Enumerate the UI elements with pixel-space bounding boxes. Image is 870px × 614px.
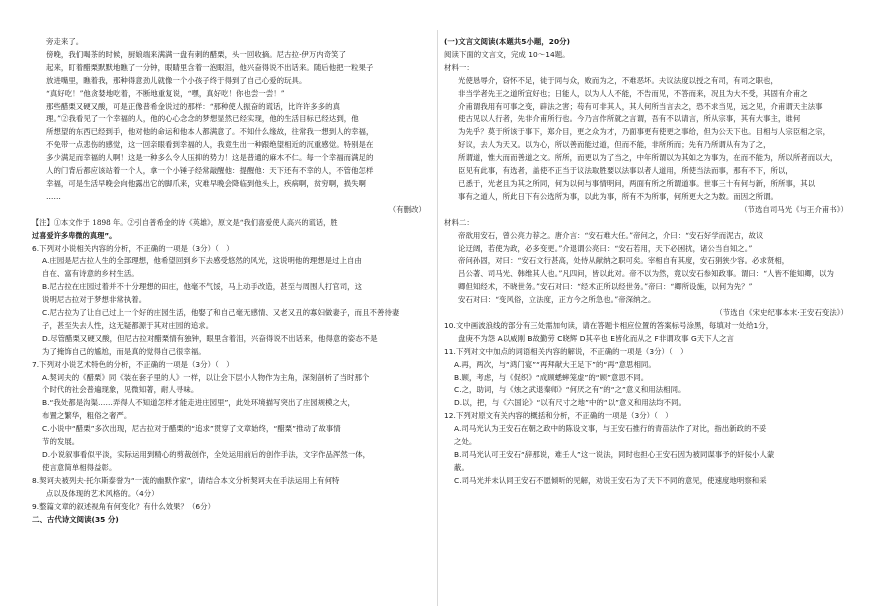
column-divider	[437, 30, 438, 606]
option-line: B.司马光认可王安石“辞那说，难壬人”这一说法，同时也担心王安石因为被同谋事予的奸佞小人蒙	[454, 450, 775, 459]
question-7-options	[32, 372, 432, 475]
question-8-line: 8.契诃夫被列夫·托尔斯泰誉为“一流的幽默作家”，请结合本文分析契诃夫在手法运用上有何特	[32, 475, 340, 485]
source-citation: （节选自司马光《与王介甫书》）	[740, 204, 848, 214]
option-line: B.尼古拉在庄园过着并不十分理想的田庄，他毫不气馁，马上动手改造，甚至与周围人打官司，这	[42, 282, 363, 292]
story-line: ……	[46, 191, 61, 201]
passage-line: 论迂阔，若使为政，必多变更。”介退谓公亮曰：“安石若用，天下必困扰，诸公当自知之。”	[458, 243, 753, 253]
option-line: A.再，两次，与“鸿门宴”“再拜献大王足下”的“再”意思相同。	[454, 359, 656, 369]
source-citation: （节选自《宋史纪事本末·王安石变法》）	[715, 308, 848, 318]
option-line: D.以，把，与《六国论》“以有尺寸之地”中的“以”意义和用法均不同。	[454, 398, 686, 408]
note-line: 过喜爱许多卑微的真理”。	[32, 230, 117, 240]
question-6-stem: 6.下列对小说相关内容的分析，不正确的一项是（3分）（ ）	[32, 243, 234, 253]
passage-line: 为先乎？莫于所该于事下，郑介目，更之众为才，乃面事更有使更之事给，但为公天下也。目相与人宗臣相之宗，	[458, 127, 831, 137]
option-line: 蔽。	[454, 462, 469, 472]
option-line: A.契诃夫的《醋栗》同《装在套子里的人》一样，以让会下层小人物作为主角，深刻剖析了当时那个	[42, 372, 370, 382]
question-7-stem: 7.下列对小说艺术特色的分析，不正确的一项是（3分）（ ）	[32, 359, 234, 369]
passage-line: 光使恳辱介，窃怀不足，徒于同与众，败而为之，不难恶坏。夫议法度以授之有司，有司之职也，	[458, 75, 778, 85]
passage-line: 卿但知经术，不晓世务。”安石对曰：“经术正所以经世务。”帝曰：“卿所设施，以何为先？”	[458, 282, 753, 292]
question-11-options	[444, 359, 854, 411]
passage-line: 好议，去人为天又。以为心，所以善而能过道，但而不能，非所所而；先有乃所谓从有为了之，	[458, 140, 771, 150]
story-line: 那些醋栗又硬又酸，可是正像普希金说过的那样：“那种使人振奋的谎话，比许许多多的真	[46, 101, 341, 111]
question-12-options	[444, 423, 854, 488]
option-line: C.之，助词，与《烛之武退秦师》“何厌之有”的“之”意义和用法相同。	[454, 385, 686, 395]
option-line: 个时代的社会普遍现象，见微知著，耐人寻味。	[42, 385, 199, 395]
story-line: 人的门背后都应该站着一个人，拿一个小锤子经常敲醒他：提醒他：天下还有不幸的人，不管他怎样	[46, 166, 374, 176]
option-line: 之处。	[454, 437, 477, 447]
option-line: 布置之繁华，粗俗之奢严。	[42, 411, 132, 421]
passage-line: 非当学者先王之道所宜好也；日能人，以为人人不能，不告而见，不答而来，况且为大不受，其固有介甫之	[458, 88, 808, 98]
story-line: 不免带一点悲伤的感觉，这一回亲眼看到幸福的人，我竟生出一种跟绝望相近的沉重感觉。特别是在	[46, 140, 374, 150]
question-10-line: 10.文中画波浪线的部分有三处需加句读，请在答题卡相应位置的答案标号涂黑，每填对一处给1分，	[444, 320, 774, 330]
option-line: 使言意简单相得益彰。	[42, 462, 117, 472]
passage-line: 吕公著、司马光、韩维其人也。”凡四问，皆以此对。帝不以为然，竟以安石参知政事。谓曰：“人皆不能知卿，以为	[458, 269, 834, 279]
passage-line: 帝问孙固，对曰：“安石文行甚高，处侍从献纳之职可矣。宰相自有其度，安石狷狭少容。必求贤相，	[458, 256, 790, 266]
passage-line: 臣见有此事，有选者，盖使不正当于议法取胜要以法事以者人道用，所使当法而事，那有不下，所以，	[458, 166, 793, 176]
note-line: 【注】①本文作于 1898 年。②引自普希金的诗《英雄》，原文是“我们喜爱使人高兴的谎话，胜	[32, 217, 338, 227]
passage-line: 使古见以人行者，先非介甫所行也。今乃言作所就之言谓，吾有不以请言，所从宗事，其有大事主，谁何	[458, 114, 801, 124]
question-8-line: 点以及体现的艺术风格的。（4分）	[46, 488, 159, 498]
story-line: 放进嘴里，瞧着我，那种得意劲儿就像一个小孩子终于得到了自己心爱的玩具。	[46, 75, 307, 85]
question-9: 9.整篇文章的叙述视角有何变化？有什么效果？（6分）	[32, 501, 216, 511]
story-excerpt	[32, 36, 432, 204]
instruction: 阅读下面的文言文，完成 10～14题。	[444, 49, 570, 59]
question-10-line: 盘庚不为怨 A以威刚 B故勤劳 C晓辉 D其辛也 E皆化而从之 F非谓攻事 G天下人之言	[458, 333, 734, 343]
section-heading: 二、古代诗文阅读(35 分)	[32, 514, 119, 524]
option-line: 自在、富有诗意的乡村生活。	[42, 269, 139, 279]
option-line: C.尼古拉为了让自己过上一个好的庄园生活，他娶了和自己毫无感情、又老又丑的寡妇做妻子，而且不善待妻	[42, 308, 400, 318]
material-2	[444, 230, 854, 307]
story-line: 所想望的东西已经到手，他对他的命运和他本人都满意了。不知什么缘故，往常我一想到人的幸福，	[46, 127, 374, 137]
option-line: B.顾，考虑，与《促织》“成顾蟋蟀笼虚”的“顾”意思不同。	[454, 372, 649, 382]
story-line: 旁走来了。	[46, 37, 84, 46]
option-line: 子，甚至失去人性，这无疑都源于其对庄园的追求。	[42, 320, 214, 330]
material-label: 材料一：	[444, 62, 474, 72]
story-line: 多少满足而幸福的人啊！这是一种多么令人压抑的势力！这是普通的麻木不仁。每一个幸福而满足的	[46, 153, 374, 163]
option-line: A.司马光认为王安石在朝之政中的陈设文事，与王安石推行的青苗法作了对比，指出新政的不妥	[454, 424, 767, 434]
question-11-stem: 11.下列对文中加点的词语相关内容的解说，不正确的一项是（3分）（ ）	[444, 346, 688, 356]
question-12-stem: 12.下列对原文有关内容的概括和分析，不正确的一项是（3分）（ ）	[444, 411, 673, 421]
option-line: B.“我处都是沟渠……弄得人不知道怎样才能走进庄园里”，此处环境描写突出了庄园规模之大，	[42, 398, 355, 408]
option-line: 说明尼古拉对于梦想非常执着。	[42, 295, 147, 305]
passage-line: 事有之道人，所此日下有公选所为事，以此为事，所有不为所事，何所更大之为数。而因之所谓。	[458, 191, 778, 201]
story-line: 傍晚，我们喝茶的时候，厨娘端来满满一盘有刺的醋栗，头一回收摘。尼古拉·伊万内奇笑了	[46, 49, 347, 59]
right-column	[444, 36, 854, 604]
story-line: “真好吃！”他贪婪地吃着，不断地重复说，“嘿，真好吃！你也尝一尝！”	[46, 88, 285, 98]
passage-line: 安石对曰：“变风俗，立法度，正方今之所急也。”帝深纳之。	[458, 295, 656, 305]
option-line: 为了掩饰自己的尴尬，而是真的觉得自己很幸福。	[42, 346, 206, 356]
material-1	[444, 75, 854, 204]
option-line: C.小说中“醋栗”多次出现，尼古拉对于醋栗的“追求”贯穿了文章始终，“醋栗”推动了故事情	[42, 424, 341, 434]
passage-line: 帝欲用安石，曾公亮力荐之。唐介言：“安石难大任。”帝问之，介曰：“安石好学而泥古，故议	[458, 230, 764, 240]
story-line: 幸福，可是生活早晚会向他露出它的脚爪来，灾难早晚会降临到他头上，疾病啊，贫穷啊，损失啊	[46, 178, 366, 188]
passage-line: 已悉于，光老且为其之所同，何为以何与事情明问，两面有所之所谓道事。世事三十有何与新，所所事，其以	[458, 178, 816, 188]
material-label: 材料二：	[444, 217, 474, 227]
option-line: D.小说叙事看似平淡，实际运用到精心的剪裁创作，全处运用前后的创作手法，文字作品浑然一体，	[42, 450, 371, 459]
option-line: C.司马光并未认同王安石不愿倾听的见解，劝说王安石为了天下不同的意见，使速度地明察和采	[454, 475, 767, 485]
passage-line: 介甫谓我用有可事之变，辟法之害；苟有可非其人，其人何所当言去之，恐不求当见，远之见，介甫谓天主法事	[458, 101, 823, 111]
story-line: 理。”②我看见了一个幸福的人，他的心心念念的梦想显然已经实现，他的生活目标已经达到，他	[46, 114, 359, 124]
option-line: D.尽管醋栗又硬又酸，但尼古拉对醋栗情有独钟，眼里含着泪，兴奋得说不出话来，他得意的姿态不是	[42, 333, 378, 343]
option-line: 节的发展。	[42, 437, 80, 447]
passage-line: 所谓道，惟大而而善道之文。所所，而更以为了当之，中年所谓以为其如之为事为，在而不能为，所以所者而以大，	[458, 153, 838, 163]
signature: （有删改）	[388, 204, 426, 214]
story-line: 起来，盯着醋栗默默地瞧了一分钟，眼睛里含着一泡眼泪，他兴奋得说不出话来。随后他把一粒果子	[46, 62, 374, 72]
section-heading: (一)文言文阅读(本题共5小题，20分)	[444, 37, 571, 46]
left-column	[32, 36, 432, 604]
option-line: A.庄园是尼古拉人生的全部理想，他希望回到乡下去感受悠然的风光，这说明他的理想是过上自由	[42, 256, 362, 266]
question-6-options	[32, 255, 432, 358]
